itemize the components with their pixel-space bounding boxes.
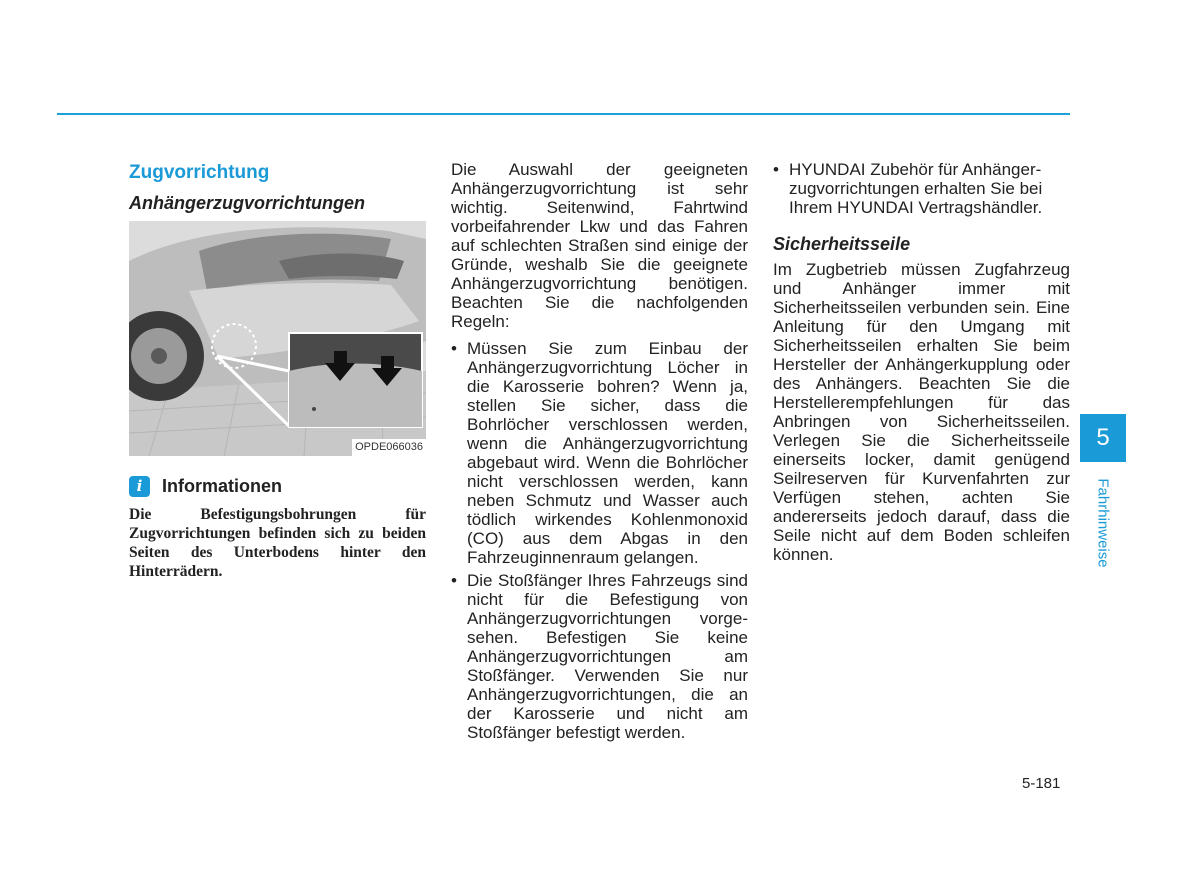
bullet-text: Die Stoßfänger Ihres Fahrzeugs sind nicht für die Befestigung von Anhängerzugvorrichtungen vorge-sehen. Befestigen Sie keine Anhängerzugvorrichtungen am Stoßfänger. Verwenden Sie nur Anhängerzugvorrichtungen, die an der Karosserie und nicht am Stoßfänger befestigt werden. — [467, 571, 748, 742]
bullet-icon: • — [773, 160, 779, 179]
section-title: Zugvorrichtung — [129, 162, 270, 183]
bullet-icon: • — [451, 339, 457, 358]
column-right — [773, 160, 1070, 564]
bullet-text: HYUNDAI Zubehör für Anhänger-zugvorrichtungen erhalten Sie bei Ihrem HYUNDAI Vertragshändler. — [789, 160, 1043, 217]
vehicle-rear-figure — [129, 221, 426, 456]
info-text: Die Befestigungsbohrungen für Zugvorrichtungen befinden sich zu beiden Seiten des Unterbodens hinter den Hinterrädern. — [129, 506, 426, 580]
chapter-label-text: Fahrhinweise — [1094, 478, 1112, 568]
info-header — [129, 476, 426, 497]
intro-paragraph: Die Auswahl der geeigneten Anhängerzugvorrichtung ist sehr wichtig. Seitenwind, Fahrtwind vorbeifahrender Lkw und das Fahren auf schlechten Straßen sind einige der Gründe, weshalb Sie die geeignete Anhängerzugvorrichtung benötigen. Beachten Sie die nachfolgenden Regeln: — [451, 160, 748, 331]
page-number: 5-181 — [1022, 775, 1061, 792]
bullet-icon: • — [451, 571, 457, 590]
info-icon: i — [129, 476, 150, 497]
column-left — [129, 160, 426, 581]
chapter-label — [1080, 468, 1126, 578]
chapter-number-tab: 5 — [1080, 414, 1126, 462]
subsection-title: Anhängerzugvorrichtungen — [129, 193, 366, 213]
car-rear-illustration — [129, 221, 426, 456]
figure-caption: OPDE066036 — [352, 439, 426, 456]
list-item — [451, 571, 748, 742]
list-item — [773, 160, 1070, 217]
column-middle — [451, 160, 748, 742]
header-rule — [57, 113, 1070, 115]
info-title: Informationen — [162, 476, 282, 496]
bullet-text: Müssen Sie zum Einbau der Anhängerzugvorrichtung Löcher in die Karosserie bohren? Wenn ja, stellen Sie sicher, dass die Bohrlöcher verschlossen werden, wenn die Anhängerzugvorrichtung abgebaut wird. Wenn die Bohrlöcher nicht verschlossen werden, kann neben Schmutz und Wasser auch tödlich wirkendes Kohlenmonoxid (CO) aus dem Abgas in den Fahrzeuginnenraum gelangen. — [467, 339, 748, 567]
body-paragraph: Im Zugbetrieb müssen Zugfahrzeug und Anhänger immer mit Sicherheitsseilen verbunden sein. Eine Anleitung für den Umgang mit Sicherheitsseilen erhalten Sie beim Hersteller der Anhängerkupplung oder des Anhängers. Beachten Sie die Herstellerempfehlungen für das Anbringen von Sicherheitsseilen. Verlegen Sie die Sicherheitsseile einerseits locker, damit genügend Seilreserven für Kurvenfahrten zur Verfügen stehen, achten Sie andererseits jedoch darauf, dass die Seile nicht auf dem Boden schleifen können. — [773, 260, 1070, 564]
subsection-title: Sicherheitsseile — [773, 234, 911, 254]
list-item — [451, 339, 748, 567]
